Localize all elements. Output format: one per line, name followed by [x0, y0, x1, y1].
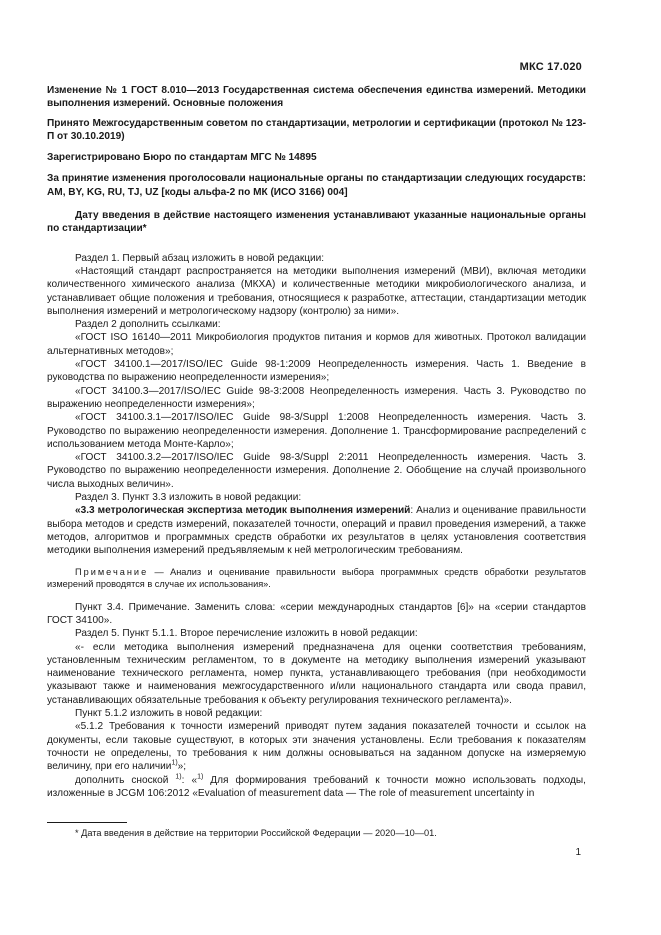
- paragraph: [47, 720, 586, 773]
- paragraph-end: »;: [177, 761, 187, 773]
- paragraph: «- если методика выполнения измерений предназначена для оценки соответствия требованиям, установленным техническим регламентом, то в документе на методику выполнения измерений указывают наименование технического регламента, номер пункта, устанавливающего требования (при необходимости указывают также и наименования межгосударственного и/или национального стандарта или свода правил, устанавливающих обязательные требования к объекту регулирования технического регламента)».: [47, 641, 586, 706]
- footnote-mark: 1): [171, 759, 178, 767]
- note-label: Примечание: [75, 566, 149, 577]
- page-number: 1: [575, 847, 581, 858]
- footnote-mark: 1): [197, 773, 204, 781]
- paragraph: Раздел 2 дополнить ссылками:: [75, 319, 221, 331]
- document-body: [47, 84, 586, 800]
- voting-statement: За принятие изменения проголосовали национальные органы по стандартизации следующих государств: AM, BY, KG, RU, TJ, UZ [коды альфа-2 по МК (ИСО 3166) 004]: [47, 173, 586, 198]
- definition-paragraph: [47, 504, 586, 557]
- classification-code: МКС 17.020: [519, 61, 582, 73]
- paragraph-text: : «: [181, 774, 198, 786]
- effective-date-statement: Дату введения в действие настоящего изменения устанавливают указанные национальные органы по стандартизации*: [47, 210, 586, 235]
- reference-item: «ГОСТ 34100.3—2017/ISO/IEC Guide 98-3:2008 Неопределенность измерения. Часть 3. Руководство по выражению неопределенности измерения»;: [47, 385, 586, 410]
- footnote-divider: [47, 822, 127, 823]
- paragraph-text: Для формирования требований к точности можно использовать подходы, изложенные в JCGM 106:2012 «Evaluation of measurement data — The role of measurement uncertainty in: [47, 774, 586, 799]
- paragraph: Пункт 5.1.2 изложить в новой редакции:: [75, 708, 263, 720]
- reference-item: «ГОСТ 34100.3.2—2017/ISO/IEC Guide 98-3/Suppl 2:2011 Неопределенность измерения. Часть 3. Руководство по выражению неопределенности измерения. Дополнение 2. Обобщение на случай произвольного числа выходных величин».: [47, 452, 586, 490]
- note-text: — Анализ и оценивание правильности выбора программных средств обработки результатов измерений проводятся в случае их использования».: [47, 566, 586, 590]
- note: [47, 566, 586, 591]
- paragraph-text: дополнить сноской: [75, 774, 176, 786]
- defined-term: «3.3 метрологическая экспертиза методик выполнения измерений: [75, 505, 411, 517]
- amendment-title: Изменение № 1 ГОСТ 8.010—2013 Государственная система обеспечения единства измерений. Методики выполнения измерений. Основные положения: [47, 85, 586, 110]
- paragraph-text: «5.1.2 Требования к точности измерений приводят путем задания показателей точности и ссылок на документы, если таковые существуют, в которых эти значения установлены. Если требования к показателям точности не определены, то требования к ним должны основываться на заданном допуске на измеряемую величину, при его наличии: [47, 721, 586, 773]
- footnote-mark: 1): [175, 773, 182, 781]
- reference-item: «ГОСТ 34100.3.1—2017/ISO/IEC Guide 98-3/Suppl 1:2008 Неопределенность измерения. Часть 3. Руководство по выражению неопределенности измерения. Дополнение 1. Трансформирование распределений с использованием метода Монте-Карло»;: [47, 412, 586, 450]
- adopted-statement: Принято Межгосударственным советом по стандартизации, метрологии и сертификации (протокол № 123-П от 30.10.2019): [47, 117, 586, 142]
- paragraph: Раздел 1. Первый абзац изложить в новой редакции:: [75, 252, 325, 264]
- paragraph: Раздел 5. Пункт 5.1.1. Второе перечисление изложить в новой редакции:: [75, 628, 418, 640]
- reference-item: «ГОСТ ISO 16140—2011 Микробиология продуктов питания и кормов для животных. Протокол валидации альтернативных методов»;: [47, 332, 586, 357]
- footnote: * Дата введения в действие на территории Российской Федерации — 2020—10—01.: [75, 828, 437, 838]
- paragraph: Пункт 3.4. Примечание. Заменить слова: «серии международных стандартов [6]» на «серии стандартов ГОСТ 34100».: [47, 601, 586, 626]
- paragraph: «Настоящий стандарт распространяется на методики выполнения измерений (МВИ), включая методики количественного химического анализа (МКХА) и количественные методики микробиологического анализа, и устанавливает общие положения и требования, относящиеся к разработке, аттестации, стандартизации методик выполнения измерений и метрологическому надзору (контролю) за ними».: [47, 265, 586, 317]
- paragraph: [47, 774, 586, 801]
- paragraph: Раздел 3. Пункт 3.3 изложить в новой редакции:: [75, 492, 302, 504]
- registration-statement: Зарегистрировано Бюро по стандартам МГС № 14895: [47, 152, 317, 164]
- definition-text: : Анализ и оценивание правильности выбора методов и средств измерений, показателей точности, операций и правил проведения измерений, а также методов, алгоритмов и программных средств обработки их результатов в целях установления соответствия методики выполнения измерений предъявляемым к ней метрологическим требованиям.: [47, 505, 586, 557]
- reference-item: «ГОСТ 34100.1—2017/ISO/IEC Guide 98-1:2009 Неопределенность измерения. Часть 1. Введение в руководства по выражению неопределенности измерения»;: [47, 359, 586, 384]
